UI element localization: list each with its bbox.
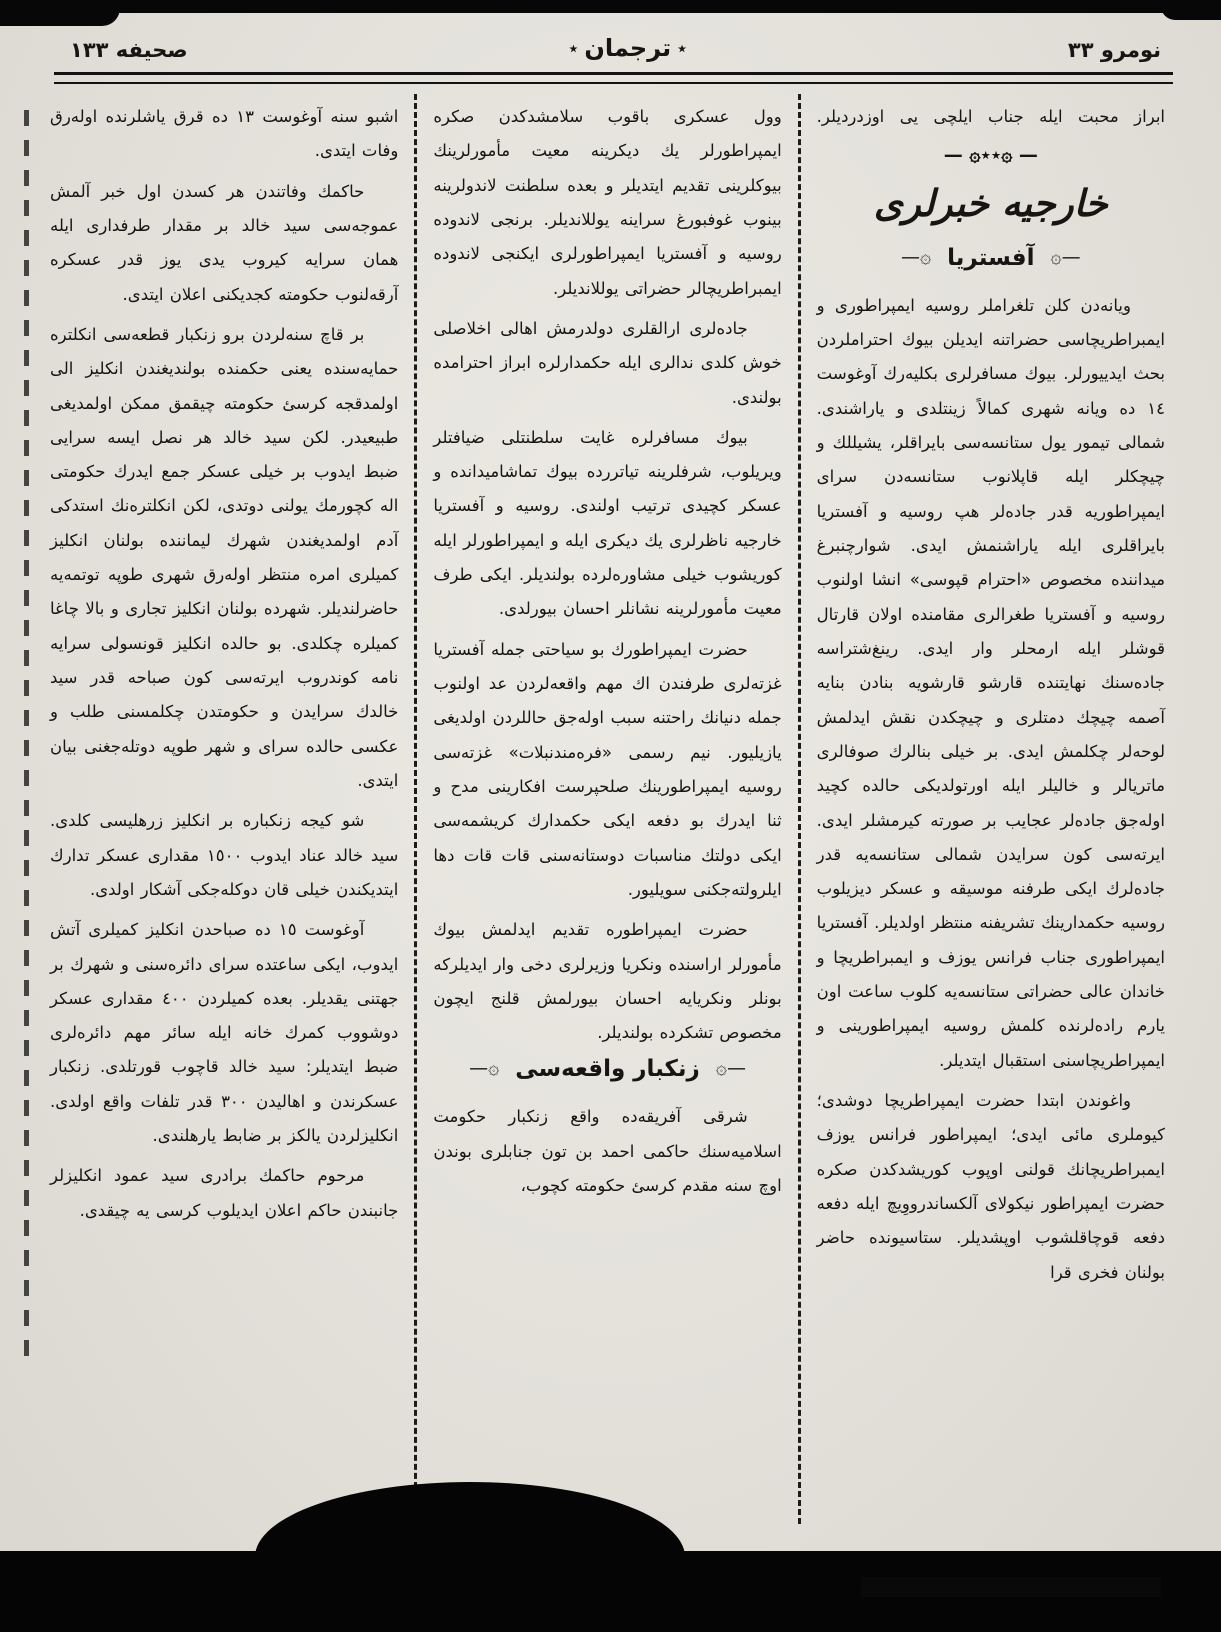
paragraph: واغوندن ابتدا حضرت ايمپراطريچا دوشدى؛ كيوملرى مائى ايدى؛ ايمپراطور فرانس يوزف ايمبراطريچانك قولنى اوپوب كوريشدكدن صكره حضرت ايمپراطور نيكولاى آلكساندرووِيچ ايله دفعه دفعه قوچاقلشوب اوپشديلر. ستاسيونده حاضر بولنان فخرى قرا [816,1091,1165,1282]
heading-text: زنكبار واقعه‌سى [507,1056,708,1083]
scan-edge-bottom [0,1551,1221,1577]
column-middle [414,94,797,1524]
paragraph-continuation: وول عسكرى باقوب سلامشدكدن صكره ايمپراطورلر يك ديكرينه معيت مأمورلرينك بيوكلرينى تقديم ايتديلر و بعده سلطنت لاندولرينه بينوب غوفبورغ سراينه يوللانديلر. برنجى لاندوده روسيه و آفستريا ايمپراطورلرى ايكنجى لاندوده ايمبراطريچالر حضراتى يوللانديلر. [433,107,782,298]
flourish-icon: ۞— [901,245,932,268]
continued-line: ابراز محبت ايله جناب ايلچى يى اوزدرديلر. [816,107,1165,126]
paragraph: جاده‌لرى ارالقلرى دولدرمش اهالى اخلاصلى خوش كلدى ندالرى ايله حكمدارلره ابراز احترامده بولندى. [433,318,782,407]
page-number: صحيفه ١٣٣ [70,38,188,62]
scan-edge-corner [0,0,120,26]
subsection-heading-austria [817,245,1165,271]
issue-number: نومرو ٣٣ [1067,38,1161,62]
flourish-icon: ٭ [568,38,579,59]
paragraph: شرقى آفريقه‌ده واقع زنكبار حكومت اسلاميه‌سنك حاكمى احمد بن تون جنابلرى بوندن اوچ سنه مقدم كرسئ حكومته كچوب، [433,1107,782,1196]
paragraph: بيوك مسافرلره غايت سلطنتلى ضيافتلر ويريلوب، شرفلرينه تياتررده بيوك تماشاميدانده و عسكر كچيدى ترتيب اولندى. روسيه و آفستريا خارجيه ناظرلرى يك ديكرى ايله و ايمپراطورلر ايله كوريشوب خيلى مشاوره‌لرده بولنديلر. ايكى طرف معيت مأمورلرينه نشانلر احسان بيورلدى. [433,427,782,619]
paragraph-continuation: اشبو سنه آوغوست ١٣ ده قرق ياشلرنده اوله‌رق وفات ايتدى. [50,107,399,161]
masthead [563,34,693,62]
paragraph: ويانه‌دن كلن تلغراملر روسيه ايمپراطورى و ايمبراطريچاسى حضراتنه ايديلن بيوك احتراملردن بحث ايدييورلر. بيوك مسافرلرى بكليه‌رك آوغوست ١٤ ده ويانه شهرى كمالاً زينتلدى و ياراشندى. شمالى تيمور يول ستانسه‌سى بايراقلر، يشيللك و چيچكلر ايله قاپلانوب ستانسه‌دن سراى ايمپراطوريه قدر جاده‌لر هپ روسيه و آفستريا بايراقلرى ايله ياراشنمش ايدى. شوارچنبرغ ميداننده مخصوص «احترام قپوسى» انشا اولنوب روسيه و آفستريا طغرالرى مقامنده اولان قارتال قوشلر ايله ارمحلر وار ايدى. رينغ‌شتراسه جاده‌سنك نهايتنده قارشو قارشويه بنادن بنايه آصمه چيچك دمتلرى و چيچكدن نقش ايدلمش لوحه‌لر چكلمش ايدى. بر خيلى بنالرك صوفالرى ماتريالر و خاليلر ايله اورتولديكى حالده كچيد اوله‌جق جاده‌لر عجايب بر صورته كيرمشلر ايدى. ايرته‌سى كون سرايدن شمالى ستانسه‌يه قدر جاده‌لرك ايكى طرفنه موسيقه و عسكر ديزيلوب روسيه حكمدارينك تشريفنه منتظر اولديلر. آفستريا ايمپراطورى جناب فرانس يوزف و ايمبراطريچا و خاندان عالى حضراتى ستانسه‌يه كلوب ساعت اون يارم راده‌لرنده كلمش روسيه ايمپراطورينى و ايمپراطريچاسنى استقبال ايتديلر. [816,295,1165,1070]
scan-edge-left [24,110,29,1360]
paragraph: شو كيجه زنكباره بر انكليز زرهليسى كلدى. سيد خالد عناد ايدوب ١٥٠٠ مقدارى عسكر تدارك ايتديكندن خيلى قان دوكله‌جكى آشكار اولدى. [50,811,399,899]
flourish-icon: —۞ [1050,245,1081,268]
scan-edge-corner [1161,0,1221,20]
heading-text: آفستريا [939,244,1043,271]
article-columns [0,84,1221,1524]
flourish-icon: —۞ [715,1057,746,1080]
section-heading-foreign-news: خارجيه خبرلرى [873,181,1108,225]
section-divider-ornament: — ۞٭٭۞ — [943,143,1038,166]
paragraph: بر قاچ سنه‌لردن برو زنكبار قطعه‌سى انكلتره حمايه‌سنده يعنى حكمنده بولنديغندن انكليز الى اولمدقجه كرسئ حكومته چيقمق ممكن اولمديغى طبيعيدر. لكن سيد خالد هر نصل ايسه سرايى ضبط ايدوب بر خيلى عسكر جمع ايدرك حكومتى اله كچورمك يولنى دوتدى، لكن انكلتره‌نك استدكى آدم اولمديغندن شهرك ليماننده بولنان انكليز كميلرى امره منتظر اوله‌رق شهرى طوپه توتمه‌يه حاضرلنديلر. شهرده بولنان انكليز تجارى و بالا چاغا كميلره چكلدى. بو حالده انكليز قونسولى سرايه نامه كوندروب ايرته‌سى كون صباحه قدر سيد خالدك سرايدن و حكومتدن چكلمسنى طلب و عكسى حالده سراى و شهر طوپه دوتله‌جغنى بيان ايتدى. [50,324,399,790]
flourish-icon: ۞— [469,1057,500,1080]
paragraph: آوغوست ١٥ ده صباحدن انكليز كميلرى آتش ايدوب، ايكى ساعتده سراى دائره‌سنى و شهرك بر جهتنى يقديلر. بعده كميلردن ٤٠٠ مقدارى عسكر دوشووب كمرك خانه ايله سائر مهم دائره‌لرى ضبط ايتديلر: سيد خالد قاچوب قورتلدى. زنكبار عسكرندن و اهاليدن ٣٠٠ قدر تلفات واقع اولدى. انكليزلردن يالكز بر ضابط يارهلندى. [50,920,399,1146]
paragraph: حاكمك وفاتندن هر كسدن اول خبر آلمش عموجه‌سى سيد خالد بر مقدار طرفدارى ايله همان سرايه كيروب يدى يوز قدر عسكره آرقه‌لنوب حكومته كجديكنى اعلان ايتدى. [50,181,399,304]
paragraph: حضرت ايمپراطوره تقديم ايدلمش بيوك مأمورلر اراسنده ونكريا وزيرلرى دخى وار ايديلركه بونلر ونكريايه احسان بيورلمش قلنج ايچون مخصوص تشكرده بولنديلر. [433,920,782,1043]
scan-edge-top [0,0,1221,13]
column-right [798,94,1181,1524]
flourish-icon: ٭ [677,38,687,59]
subsection-heading-zanzibar [433,1056,781,1082]
column-left [34,94,414,1524]
paragraph: حضرت ايمپراطورك بو سياحتى جمله آفستريا غزته‌لرى طرفندن اك مهم واقعه‌لردن عد اولنوب جمله دنيانك راحتنه سبب اوله‌جق حاللردن اولديغى يازيليور. نيم رسمى «فره‌مندنبلات» غزته‌سى روسيه ايمپراطورينك صلحپرست افكارينى مدح و ثنا ايدرك بو دفعه ايكى حكمدارك كريشمه‌سى ايكى دولتك مناسبات دوستانه‌سنى قات قات دها ايلرولته‌جكنى سويليور. [433,639,782,899]
paragraph: مرحوم حاكمك برادرى سيد عمود انكليزلر جانبندن حاكم اعلان ايديلوب كرسى يه چيقدى. [50,1166,399,1220]
header-rule [54,72,1173,84]
masthead-title: ترجمان [584,34,672,62]
